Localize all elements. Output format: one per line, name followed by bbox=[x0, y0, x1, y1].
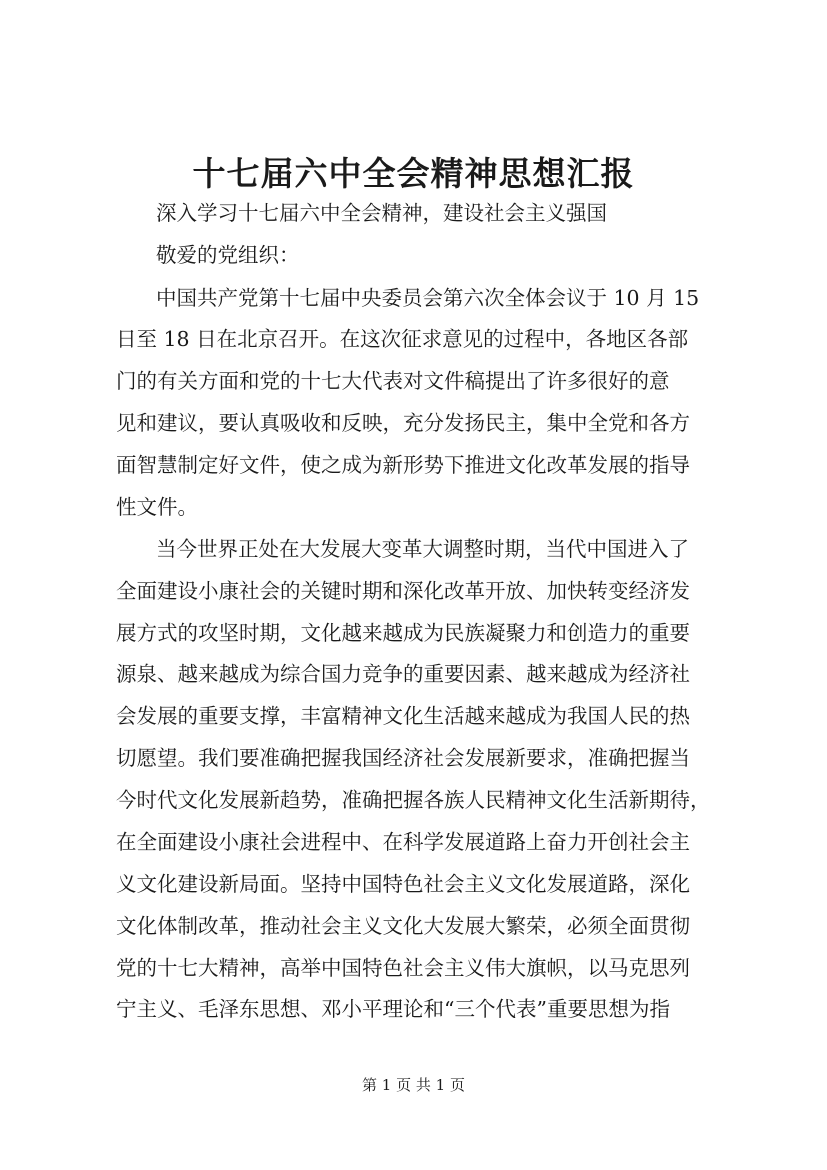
paragraph-line: 日至 18 日在北京召开。在这次征求意见的过程中，各地区各部 bbox=[116, 327, 689, 351]
paragraph-line: 中国共产党第十七届中央委员会第六次全体会议于 10 月 15 bbox=[156, 286, 700, 310]
paragraph-line: 门的有关方面和党的十七大代表对文件稿提出了许多很好的意 bbox=[116, 369, 670, 393]
paragraph-line: 在全面建设小康社会进程中、在科学发展道路上奋力开创社会主 bbox=[116, 830, 690, 854]
document-subtitle: 深入学习十七届六中全会精神，建设社会主义强国 bbox=[156, 201, 607, 225]
page-footer: 第 1 页 共 1 页 bbox=[362, 1076, 465, 1094]
paragraph-line: 展方式的攻坚时期，文化越来越成为民族凝聚力和创造力的重要 bbox=[116, 621, 690, 645]
paragraph-line: 见和建议，要认真吸收和反映，充分发扬民主，集中全党和各方 bbox=[116, 411, 690, 435]
paragraph-line: 今时代文化发展新趋势，准确把握各族人民精神文化生活新期待， bbox=[116, 788, 711, 812]
paragraph-line: 文化体制改革，推动社会主义文化大发展大繁荣，必须全面贯彻 bbox=[116, 914, 690, 938]
paragraph-line: 切愿望。我们要准确把握我国经济社会发展新要求，准确把握当 bbox=[116, 746, 690, 770]
paragraph-line: 当今世界正处在大发展大变革大调整时期，当代中国进入了 bbox=[156, 537, 689, 561]
paragraph-line: 宁主义、毛泽东思想、邓小平理论和“三个代表”重要思想为指 bbox=[116, 997, 670, 1021]
paragraph-line: 全面建设小康社会的关键时期和深化改革开放、加快转变经济发 bbox=[116, 579, 690, 603]
paragraph-line: 性文件。 bbox=[116, 495, 198, 519]
paragraph-line: 会发展的重要支撑，丰富精神文化生活越来越成为我国人民的热 bbox=[116, 704, 690, 728]
document-title: 十七届六中全会精神思想汇报 bbox=[192, 154, 635, 193]
paragraph-line: 义文化建设新局面。坚持中国特色社会主义文化发展道路，深化 bbox=[116, 872, 690, 896]
salutation: 敬爱的党组织： bbox=[156, 243, 300, 267]
paragraph-line: 源泉、越来越成为综合国力竞争的重要因素、越来越成为经济社 bbox=[116, 662, 690, 686]
paragraph-line: 党的十七大精神，高举中国特色社会主义伟大旗帜，以马克思列 bbox=[116, 956, 690, 980]
paragraph-line: 面智慧制定好文件，使之成为新形势下推进文化改革发展的指导 bbox=[116, 453, 690, 477]
